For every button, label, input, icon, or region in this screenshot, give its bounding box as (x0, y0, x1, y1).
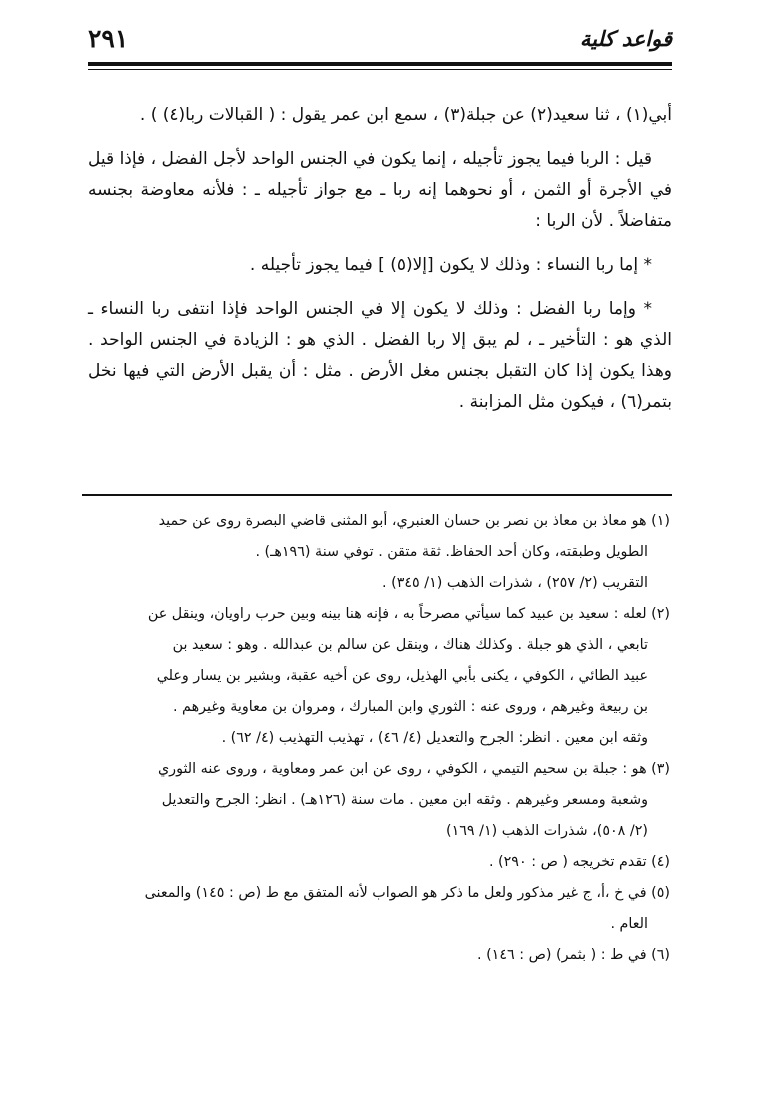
main-paragraph-1: أبي(١) ، ثنا سعيد(٢) عن جبلة(٣) ، سمع ابن عمر يقول : ( القبالات ربا(٤) ) . (139, 105, 672, 125)
header-rule-thin (88, 69, 672, 70)
footnote-line: بن ربيعة وغيرهم ، وروى عنه : الثوري وابن المبارك ، ومروان بن معاوية وغيرهم . (172, 699, 648, 715)
main-paragraph-2: قيل : الربا فيما يجوز تأجيله ، إنما يكون في الجنس الواحد لأجل الفضل ، فإذا قيل في الأجرة أو الثمن ، أو نحوهما إنه ربا ـ مع جواز تأجيله ـ : فلأنه معاوضة بجنسه متفاضلاً . لأن الربا : (88, 149, 672, 231)
page-number: ٢٩١ (88, 24, 129, 53)
footnote-5 (90, 878, 670, 940)
footnotes (90, 506, 670, 971)
footnote-line: (٥) في خ ،أ، ج غير مذكور ولعل ما ذكر هو الصواب لأنه المتفق مع ط (ص : ١٤٥) والمعنى (144, 885, 670, 901)
main-text (88, 100, 672, 431)
header-rule-thick (88, 62, 672, 66)
footnote-1 (90, 506, 670, 599)
footnote-line: (١) هو معاذ بن معاذ بن نصر بن حسان العنبري، أبو المثنى قاضي البصرة روى عن حميد (158, 513, 670, 529)
footnote-4 (90, 847, 670, 878)
footnote-3 (90, 754, 670, 847)
footnote-line: وثقه ابن معين . انظر: الجرح والتعديل (٤/ ٤٦) ، تهذيب التهذيب (٤/ ٦٢) . (221, 730, 648, 746)
footnote-6 (90, 940, 670, 971)
footnote-line: العام . (610, 916, 648, 932)
footnote-line: وشعبة ومسعر وغيرهم . وثقه ابن معين . مات سنة (١٢٦هـ) . انظر: الجرح والتعديل (161, 792, 648, 808)
main-paragraph-3: * إما ربا النساء : وذلك لا يكون [إلا(٥) ] فيما يجوز تأجيله . (249, 255, 652, 275)
footnote-2 (90, 599, 670, 754)
footnote-line: تابعي ، الذي هو جبلة . وكذلك هناك ، وينقل عن سالم بن عبدالله . وهو : سعيد بن (172, 637, 648, 653)
running-title: قواعد كلية (579, 26, 672, 51)
footnote-separator (82, 494, 672, 496)
footnote-line: (٦) في ط : ( بثمر) (ص : ١٤٦) . (477, 947, 670, 963)
page-header (88, 24, 672, 60)
footnote-line: عبيد الطائي ، الكوفي ، يكنى بأبي الهذيل، روى عن أخيه عقبة، وبشير بن يسار وعلي (156, 668, 648, 684)
footnote-line: (٢/ ٥٠٨)، شذرات الذهب (١/ ١٦٩) (445, 823, 648, 839)
footnote-line: (٣) هو : جبلة بن سحيم التيمي ، الكوفي ، روى عن ابن عمر ومعاوية ، وروى عنه الثوري (157, 761, 670, 777)
footnote-line: التقريب (٢/ ٢٥٧) ، شذرات الذهب (١/ ٣٤٥) . (382, 575, 648, 591)
main-paragraph-4: * وإما ربا الفضل : وذلك لا يكون إلا في الجنس الواحد فإذا انتفى ربا النساء ـ الذي هو : التأخير ـ ، لم يبق إلا ربا الفضل . الذي هو : الزيادة في الجنس الواحد . وهذا يكون إذا كان التقبل بجنس مغل الأرض . مثل : أن يقبل الأرض التي فيها نخل بتمر(٦) ، فيكون مثل المزابنة . (88, 299, 672, 412)
footnote-line: (٢) لعله : سعيد بن عبيد كما سيأتي مصرحاً به ، فإنه هنا بينه وبين حرب راويان، وينقل عن (147, 606, 670, 622)
footnote-line: (٤) تقدم تخريجه ( ص : ٢٩٠) . (488, 854, 670, 870)
footnote-line: الطويل وطبقته، وكان أحد الحفاظ. ثقة متقن . توفي سنة (١٩٦هـ) . (255, 544, 648, 560)
